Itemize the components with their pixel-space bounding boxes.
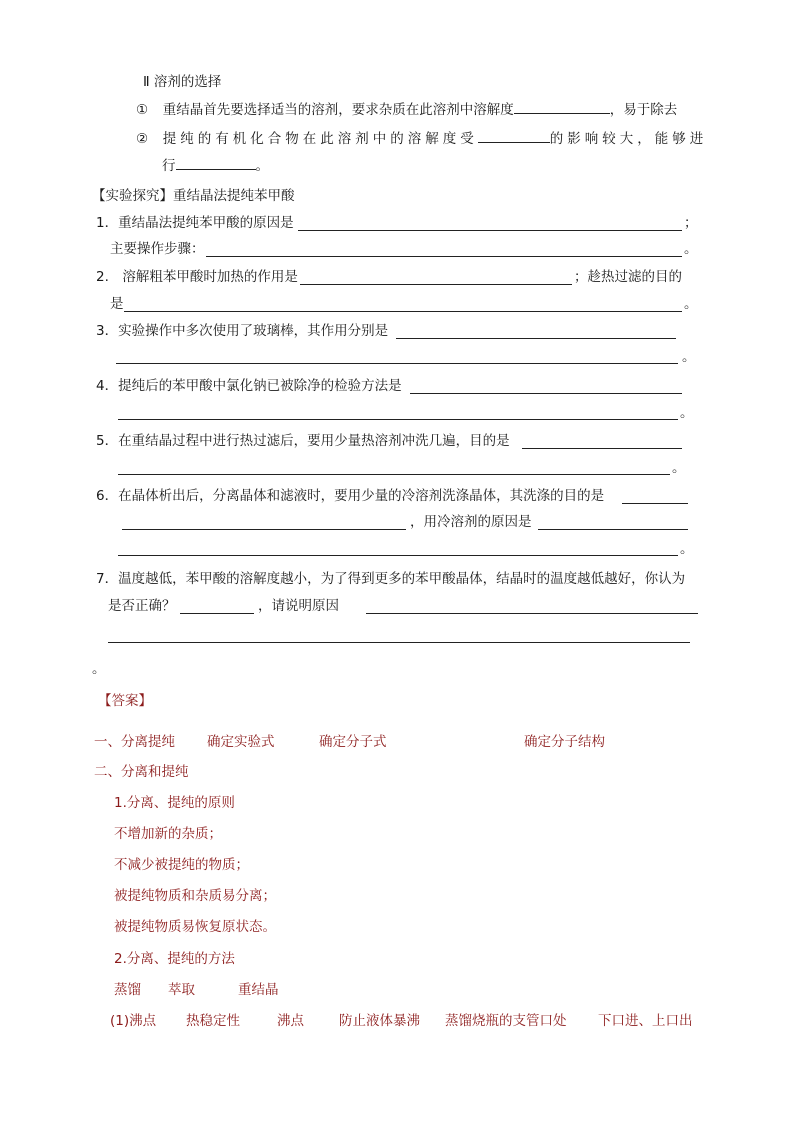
q5-blank-2[interactable] [118,474,670,475]
item-2-end: 。 [255,158,269,174]
answer-last-c3: 沸点 [277,1013,304,1029]
question-7: 7．温度越低，苯甲酸的溶解度越小，为了得到更多的苯甲酸晶体，结晶时的温度越低越好，你认为 [96,571,686,587]
item-2-text: 提纯的有机化合物在此溶剂中的溶解度受 [162,131,478,147]
answer-row-1-c3: 确定分子式 [319,734,387,750]
q1-steps-blank[interactable] [206,256,682,257]
q7-end: 。 [92,661,106,677]
q6-blank-3[interactable] [538,529,688,530]
q1-sub-end: 。 [684,241,698,257]
q7-cont: 是否正确？ [108,598,176,614]
answer-last-c1: (1)沸点 [110,1013,157,1029]
principle-1: 不增加新的杂质； [114,826,222,842]
item-2-tail: 的影响较大，能够进 [549,131,708,147]
q3-end: 。 [682,349,696,365]
question-1: 1．重结晶法提纯苯甲酸的原因是 [96,215,294,231]
q7-blank-3[interactable] [108,642,690,643]
method-2: 萃取 [168,982,195,998]
answer-last-c4: 防止液体暴沸 [339,1013,420,1029]
answer-row-1-c2: 确定实验式 [207,734,275,750]
q3-blank-2[interactable] [116,363,678,364]
q6-end: 。 [680,541,694,557]
item-1-blank[interactable] [514,99,610,114]
question-5: 5．在重结晶过程中进行热过滤后，要用少量热溶剂冲洗几遍，目的是 [96,433,510,449]
q5-blank-1[interactable] [522,448,682,449]
question-2: 2. 溶解粗苯甲酸时加热的作用是 [96,269,298,285]
q6-mid: ，用冷溶剂的原因是 [410,514,532,530]
q7-mid: ，请说明原因 [258,598,339,614]
solvent-heading: Ⅱ 溶剂的选择 [143,74,222,90]
q4-blank-1[interactable] [410,393,682,394]
answer-row-1-c4: 确定分子结构 [524,734,605,750]
item-2-number: ② [136,131,149,147]
q2-cont: 是 [110,296,124,312]
principle-4: 被提纯物质易恢复原状态。 [114,919,276,935]
method-1: 蒸馏 [114,982,141,998]
q2-blank-2[interactable] [124,311,682,312]
solvent-item-2 [136,128,707,148]
item-1-number: ① [136,102,149,118]
q3-blank-1[interactable] [396,338,676,339]
principle-title: 1.分离、提纯的原则 [114,795,235,811]
q2-mid: ；趁热过滤的目的 [574,269,682,285]
q6-blank-2[interactable] [122,529,406,530]
solvent-item-1 [136,99,677,119]
answers-title: 【答案】 [98,693,152,709]
q1-blank[interactable] [298,230,682,231]
q7-blank-1[interactable] [180,613,254,614]
question-6: 6．在晶体析出后，分离晶体和滤液时，要用少量的冷溶剂洗涤晶体，其洗涤的目的是 [96,488,605,504]
method-title: 2.分离、提纯的方法 [114,951,235,967]
q1-end: ； [684,215,698,231]
answer-section-2: 二、分离和提纯 [94,764,189,780]
principle-3: 被提纯物质和杂质易分离； [114,888,276,904]
answer-last-c2: 热稳定性 [186,1013,240,1029]
q2-end: 。 [684,296,698,312]
answer-row-1-c1: 一、分离提纯 [94,734,175,750]
item-2-cont-blank[interactable] [176,155,256,170]
q5-end: 。 [672,460,686,476]
item-2-blank[interactable] [478,128,550,143]
q6-blank-1[interactable] [622,503,688,504]
principle-2: 不减少被提纯的物质； [114,857,249,873]
q2-blank-1[interactable] [300,284,572,285]
question-3: 3．实验操作中多次使用了玻璃棒，其作用分别是 [96,323,389,339]
answer-last-c5: 蒸馏烧瓶的支管口处 [445,1013,567,1029]
item-1-tail: ，易于除去 [609,102,678,118]
solvent-item-2-cont [162,155,269,175]
answer-last-c6: 下口进、上口出 [598,1013,693,1029]
question-4: 4．提纯后的苯甲酸中氯化钠已被除净的检验方法是 [96,378,402,394]
method-3: 重结晶 [238,982,279,998]
experiment-title: 【实验探究】重结晶法提纯苯甲酸 [92,188,295,204]
q6-blank-4[interactable] [118,555,678,556]
q4-blank-2[interactable] [118,419,678,420]
q7-blank-2[interactable] [366,613,698,614]
q1-sub: 主要操作步骤： [110,241,205,257]
q4-end: 。 [680,405,694,421]
item-2-cont-text: 行 [162,158,176,174]
item-1-text: 重结晶首先要选择适当的溶剂，要求杂质在此溶剂中溶解度 [162,102,514,118]
